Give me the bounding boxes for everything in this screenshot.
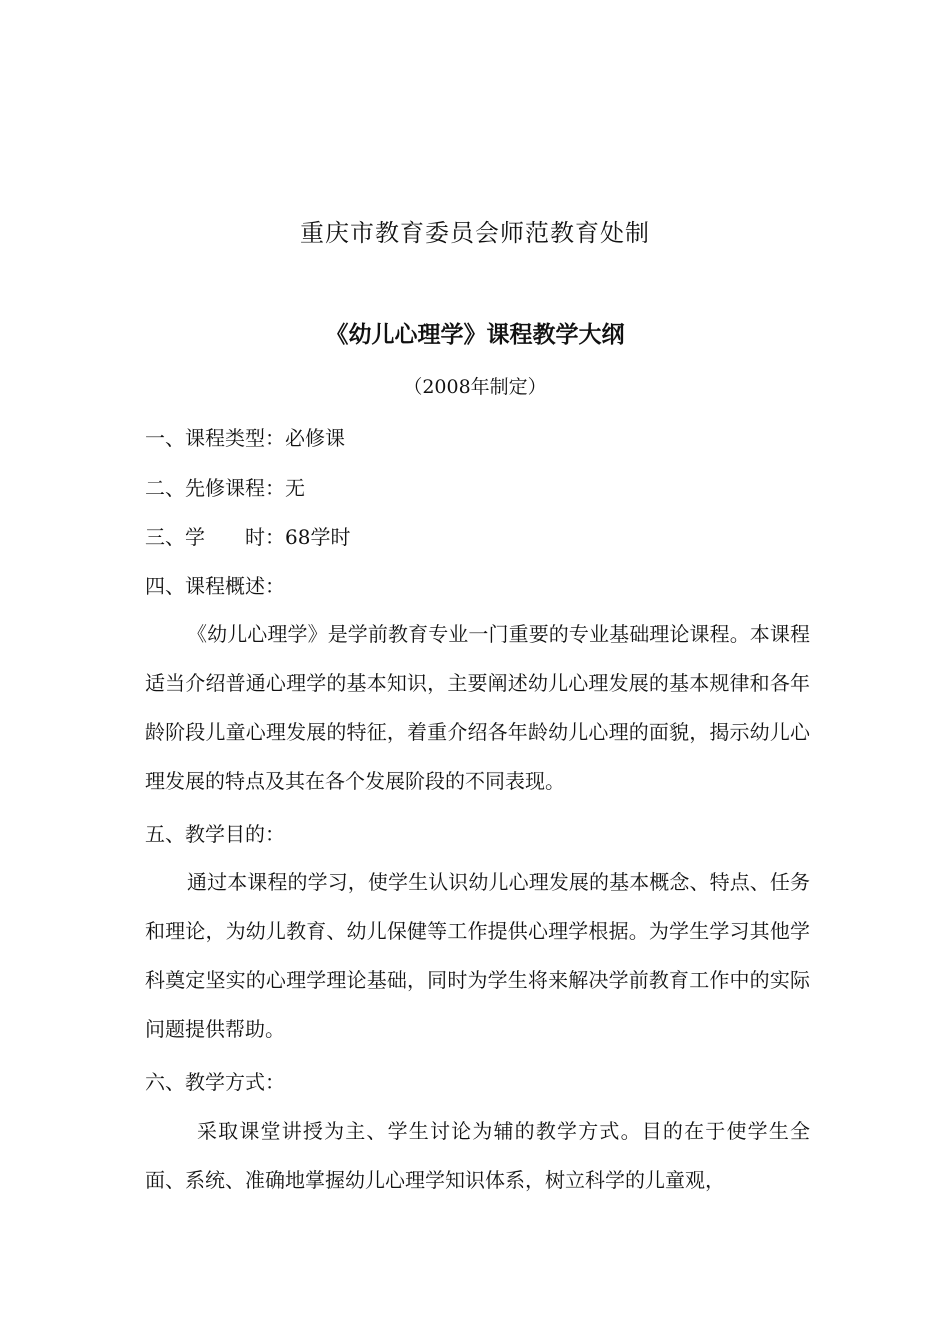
overview-paragraph: 《幼儿心理学》是学前教育专业一门重要的专业基础理论课程。本课程适当介绍普通心理学的基本知识，主要阐述幼儿心理发展的基本规律和各年龄阶段儿童心理发展的特征，着重介绍各年龄幼儿心理的面貌，揭示幼儿心理发展的特点及其在各个发展阶段的不同表现。 xyxy=(145,622,810,793)
method-paragraph: 采取课堂讲授为主、学生讨论为辅的教学方式。目的在于使学生全面、系统、准确地掌握幼儿心理学知识体系，树立科学的儿童观， xyxy=(145,1119,810,1192)
course-type-line: 一、课程类型：必修课 xyxy=(145,426,345,450)
overview-heading: 四、课程概述： xyxy=(145,574,285,598)
issuer-line: 重庆市教育委员会师范教育处制 xyxy=(300,219,650,247)
goal-heading: 五、教学目的： xyxy=(145,822,285,846)
document-title: 《幼儿心理学》课程教学大纲 xyxy=(325,322,625,348)
goal-paragraph: 通过本课程的学习，使学生认识幼儿心理发展的基本概念、特点、任务和理论，为幼儿教育、幼儿保健等工作提供心理学根据。为学生学习其他学科奠定坚实的心理学理论基础，同时为学生将来解决学前教育工作中的实际问题提供帮助。 xyxy=(145,870,810,1041)
prerequisite-line: 二、先修课程：无 xyxy=(145,476,305,500)
method-heading: 六、教学方式： xyxy=(145,1070,285,1094)
hours-line: 三、学 时：68学时 xyxy=(145,525,351,549)
document-subtitle: （2008年制定） xyxy=(403,376,547,398)
